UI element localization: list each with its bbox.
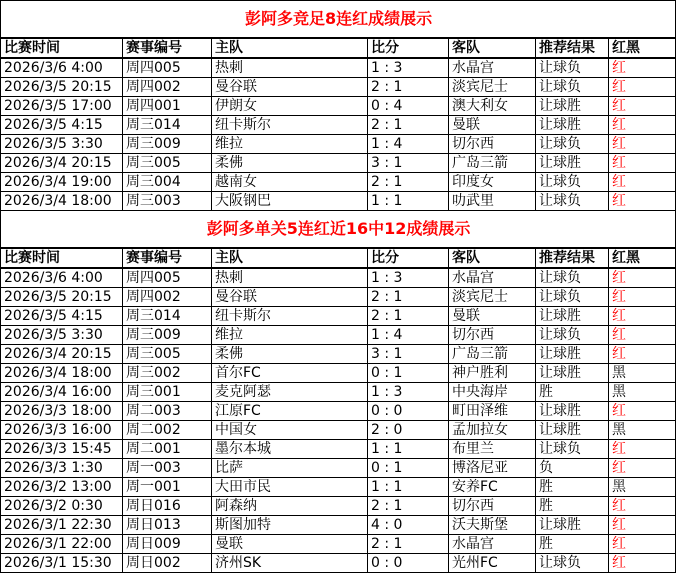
match-no-cell: 周二003 [123, 402, 212, 421]
column-header: 赛事编号 [123, 38, 212, 58]
away-team-cell: 町田泽维 [449, 402, 536, 421]
table-row [1, 192, 676, 211]
away-team-cell: 安养FC [449, 478, 536, 497]
pick-cell: 让球负 [536, 440, 609, 459]
score-cell: 1 : 3 [368, 268, 449, 288]
pick-cell: 胜 [536, 383, 609, 402]
pick-cell: 让球负 [536, 288, 609, 307]
match-no-cell: 周二002 [123, 421, 212, 440]
score-cell: 2 : 1 [368, 288, 449, 307]
match-time-cell: 2026/3/5 17:00 [1, 97, 123, 116]
away-team-cell: 孟加拉女 [449, 421, 536, 440]
home-team-cell: 麦克阿瑟 [212, 383, 368, 402]
match-no-cell: 周三014 [123, 307, 212, 326]
away-team-cell: 广岛三箭 [449, 154, 536, 173]
match-time-cell: 2026/3/4 19:00 [1, 173, 123, 192]
match-no-cell: 周三009 [123, 135, 212, 154]
home-team-cell: 维拉 [212, 135, 368, 154]
score-cell: 0 : 0 [368, 554, 449, 573]
result-cell: 红 [609, 58, 676, 78]
match-no-cell: 周一003 [123, 459, 212, 478]
match-no-cell: 周三002 [123, 364, 212, 383]
home-team-cell: 越南女 [212, 173, 368, 192]
away-team-cell: 神户胜利 [449, 364, 536, 383]
pick-cell: 让球胜 [536, 402, 609, 421]
home-team-cell: 墨尔本城 [212, 440, 368, 459]
section-title-row [1, 1, 676, 39]
away-team-cell: 曼联 [449, 307, 536, 326]
result-cell: 红 [609, 154, 676, 173]
table-body [1, 1, 676, 573]
pick-cell: 让球负 [536, 192, 609, 211]
column-header: 客队 [449, 248, 536, 268]
home-team-cell: 斯图加特 [212, 516, 368, 535]
table-row [1, 97, 676, 116]
away-team-cell: 切尔西 [449, 135, 536, 154]
match-time-cell: 2026/3/6 4:00 [1, 268, 123, 288]
pick-cell: 让球胜 [536, 154, 609, 173]
column-header: 推荐结果 [536, 248, 609, 268]
match-time-cell: 2026/3/4 20:15 [1, 154, 123, 173]
match-time-cell: 2026/3/2 13:00 [1, 478, 123, 497]
result-cell: 红 [609, 459, 676, 478]
away-team-cell: 布里兰 [449, 440, 536, 459]
away-team-cell: 水晶宫 [449, 58, 536, 78]
home-team-cell: 中国女 [212, 421, 368, 440]
match-time-cell: 2026/3/5 3:30 [1, 326, 123, 345]
score-cell: 2 : 1 [368, 307, 449, 326]
score-cell: 0 : 4 [368, 97, 449, 116]
result-cell: 红 [609, 78, 676, 97]
table-row [1, 459, 676, 478]
score-cell: 4 : 0 [368, 516, 449, 535]
away-team-cell: 博洛尼亚 [449, 459, 536, 478]
match-no-cell: 周一001 [123, 478, 212, 497]
table-row [1, 478, 676, 497]
home-team-cell: 大田市民 [212, 478, 368, 497]
match-time-cell: 2026/3/3 18:00 [1, 402, 123, 421]
home-team-cell: 纽卡斯尔 [212, 116, 368, 135]
score-cell: 0 : 1 [368, 364, 449, 383]
match-time-cell: 2026/3/1 15:30 [1, 554, 123, 573]
result-cell: 红 [609, 326, 676, 345]
match-no-cell: 周三014 [123, 116, 212, 135]
match-no-cell: 周四005 [123, 58, 212, 78]
match-time-cell: 2026/3/3 15:45 [1, 440, 123, 459]
match-time-cell: 2026/3/3 16:00 [1, 421, 123, 440]
pick-cell: 让球负 [536, 554, 609, 573]
pick-cell: 让球负 [536, 173, 609, 192]
away-team-cell: 水晶宫 [449, 268, 536, 288]
pick-cell: 让球胜 [536, 421, 609, 440]
match-no-cell: 周三003 [123, 192, 212, 211]
match-no-cell: 周三005 [123, 345, 212, 364]
pick-cell: 让球负 [536, 268, 609, 288]
score-cell: 3 : 1 [368, 154, 449, 173]
table-row [1, 58, 676, 78]
table-row [1, 173, 676, 192]
column-header: 比分 [368, 38, 449, 58]
away-team-cell: 切尔西 [449, 326, 536, 345]
table-row [1, 307, 676, 326]
pick-cell: 让球胜 [536, 97, 609, 116]
result-cell: 红 [609, 497, 676, 516]
score-cell: 1 : 1 [368, 478, 449, 497]
match-no-cell: 周三009 [123, 326, 212, 345]
pick-cell: 让球负 [536, 326, 609, 345]
result-cell: 红 [609, 192, 676, 211]
match-no-cell: 周日002 [123, 554, 212, 573]
match-time-cell: 2026/3/4 18:00 [1, 192, 123, 211]
home-team-cell: 热刺 [212, 268, 368, 288]
pick-cell: 胜 [536, 535, 609, 554]
column-header: 主队 [212, 38, 368, 58]
match-time-cell: 2026/3/6 4:00 [1, 58, 123, 78]
away-team-cell: 广岛三箭 [449, 345, 536, 364]
result-cell: 红 [609, 345, 676, 364]
away-team-cell: 切尔西 [449, 497, 536, 516]
column-header: 赛事编号 [123, 248, 212, 268]
column-header: 比分 [368, 248, 449, 268]
home-team-cell: 江原FC [212, 402, 368, 421]
match-no-cell: 周日009 [123, 535, 212, 554]
table-row [1, 326, 676, 345]
away-team-cell: 印度女 [449, 173, 536, 192]
score-cell: 2 : 0 [368, 421, 449, 440]
match-time-cell: 2026/3/4 18:00 [1, 364, 123, 383]
table-row [1, 288, 676, 307]
table-row [1, 421, 676, 440]
pick-cell: 让球胜 [536, 116, 609, 135]
score-cell: 2 : 1 [368, 535, 449, 554]
table-row [1, 78, 676, 97]
column-header: 客队 [449, 38, 536, 58]
score-cell: 1 : 3 [368, 383, 449, 402]
pick-cell: 让球负 [536, 135, 609, 154]
match-time-cell: 2026/3/1 22:00 [1, 535, 123, 554]
score-cell: 2 : 1 [368, 116, 449, 135]
away-team-cell: 叻武里 [449, 192, 536, 211]
score-cell: 3 : 1 [368, 345, 449, 364]
match-no-cell: 周四002 [123, 78, 212, 97]
home-team-cell: 大阪钢巴 [212, 192, 368, 211]
column-header: 红黑 [609, 248, 676, 268]
match-no-cell: 周四005 [123, 268, 212, 288]
away-team-cell: 中央海岸 [449, 383, 536, 402]
pick-cell: 负 [536, 459, 609, 478]
column-header-row [1, 248, 676, 268]
score-cell: 0 : 0 [368, 402, 449, 421]
home-team-cell: 伊朗女 [212, 97, 368, 116]
home-team-cell: 曼谷联 [212, 288, 368, 307]
away-team-cell: 水晶宫 [449, 535, 536, 554]
match-no-cell: 周三001 [123, 383, 212, 402]
result-cell: 红 [609, 268, 676, 288]
table-row [1, 154, 676, 173]
result-cell: 红 [609, 116, 676, 135]
table-row [1, 345, 676, 364]
match-no-cell: 周四002 [123, 288, 212, 307]
result-cell: 红 [609, 173, 676, 192]
result-cell: 黑 [609, 421, 676, 440]
away-team-cell: 淡宾尼士 [449, 288, 536, 307]
match-no-cell: 周四001 [123, 97, 212, 116]
table-row [1, 135, 676, 154]
away-team-cell: 淡宾尼士 [449, 78, 536, 97]
away-team-cell: 曼联 [449, 116, 536, 135]
score-cell: 2 : 1 [368, 78, 449, 97]
section-title: 彭阿多单关5连红近16中12成绩展示 [1, 211, 676, 249]
home-team-cell: 曼谷联 [212, 78, 368, 97]
score-cell: 1 : 1 [368, 440, 449, 459]
match-time-cell: 2026/3/5 20:15 [1, 288, 123, 307]
match-time-cell: 2026/3/3 1:30 [1, 459, 123, 478]
result-cell: 红 [609, 402, 676, 421]
result-cell: 红 [609, 307, 676, 326]
section-title: 彭阿多竞足8连红成绩展示 [1, 1, 676, 39]
away-team-cell: 光州FC [449, 554, 536, 573]
home-team-cell: 纽卡斯尔 [212, 307, 368, 326]
match-time-cell: 2026/3/5 20:15 [1, 78, 123, 97]
result-cell: 红 [609, 97, 676, 116]
table-row [1, 535, 676, 554]
pick-cell: 让球负 [536, 78, 609, 97]
result-cell: 黑 [609, 478, 676, 497]
score-cell: 1 : 3 [368, 58, 449, 78]
table-row [1, 402, 676, 421]
score-cell: 1 : 4 [368, 135, 449, 154]
match-time-cell: 2026/3/5 3:30 [1, 135, 123, 154]
result-cell: 黑 [609, 383, 676, 402]
column-header: 比赛时间 [1, 38, 123, 58]
table-row [1, 383, 676, 402]
home-team-cell: 济州SK [212, 554, 368, 573]
home-team-cell: 首尔FC [212, 364, 368, 383]
table-row [1, 116, 676, 135]
table-row [1, 516, 676, 535]
result-cell: 红 [609, 288, 676, 307]
pick-cell: 胜 [536, 497, 609, 516]
table-row [1, 268, 676, 288]
match-time-cell: 2026/3/5 4:15 [1, 307, 123, 326]
match-no-cell: 周日013 [123, 516, 212, 535]
match-no-cell: 周日016 [123, 497, 212, 516]
column-header: 主队 [212, 248, 368, 268]
pick-cell: 胜 [536, 478, 609, 497]
table-row [1, 497, 676, 516]
home-team-cell: 柔佛 [212, 154, 368, 173]
score-cell: 0 : 1 [368, 459, 449, 478]
column-header: 红黑 [609, 38, 676, 58]
away-team-cell: 沃夫斯堡 [449, 516, 536, 535]
table-row [1, 440, 676, 459]
match-no-cell: 周二001 [123, 440, 212, 459]
result-cell: 红 [609, 535, 676, 554]
column-header: 比赛时间 [1, 248, 123, 268]
home-team-cell: 热刺 [212, 58, 368, 78]
result-cell: 黑 [609, 364, 676, 383]
column-header: 推荐结果 [536, 38, 609, 58]
pick-cell: 让球胜 [536, 364, 609, 383]
score-cell: 1 : 4 [368, 326, 449, 345]
pick-cell: 让球负 [536, 58, 609, 78]
table-row [1, 554, 676, 573]
match-no-cell: 周三004 [123, 173, 212, 192]
pick-cell: 让球胜 [536, 516, 609, 535]
score-cell: 2 : 1 [368, 497, 449, 516]
match-time-cell: 2026/3/4 16:00 [1, 383, 123, 402]
result-cell: 红 [609, 516, 676, 535]
pick-cell: 让球胜 [536, 345, 609, 364]
match-time-cell: 2026/3/5 4:15 [1, 116, 123, 135]
table-row [1, 364, 676, 383]
away-team-cell: 澳大利女 [449, 97, 536, 116]
result-cell: 红 [609, 554, 676, 573]
match-time-cell: 2026/3/4 20:15 [1, 345, 123, 364]
section-title-row [1, 211, 676, 249]
home-team-cell: 维拉 [212, 326, 368, 345]
result-cell: 红 [609, 440, 676, 459]
match-no-cell: 周三005 [123, 154, 212, 173]
match-time-cell: 2026/3/1 22:30 [1, 516, 123, 535]
pick-cell: 让球胜 [536, 307, 609, 326]
home-team-cell: 比萨 [212, 459, 368, 478]
score-cell: 1 : 1 [368, 192, 449, 211]
home-team-cell: 阿森纳 [212, 497, 368, 516]
column-header-row [1, 38, 676, 58]
score-cell: 2 : 1 [368, 173, 449, 192]
result-cell: 红 [609, 135, 676, 154]
home-team-cell: 曼联 [212, 535, 368, 554]
match-time-cell: 2026/3/2 0:30 [1, 497, 123, 516]
home-team-cell: 柔佛 [212, 345, 368, 364]
